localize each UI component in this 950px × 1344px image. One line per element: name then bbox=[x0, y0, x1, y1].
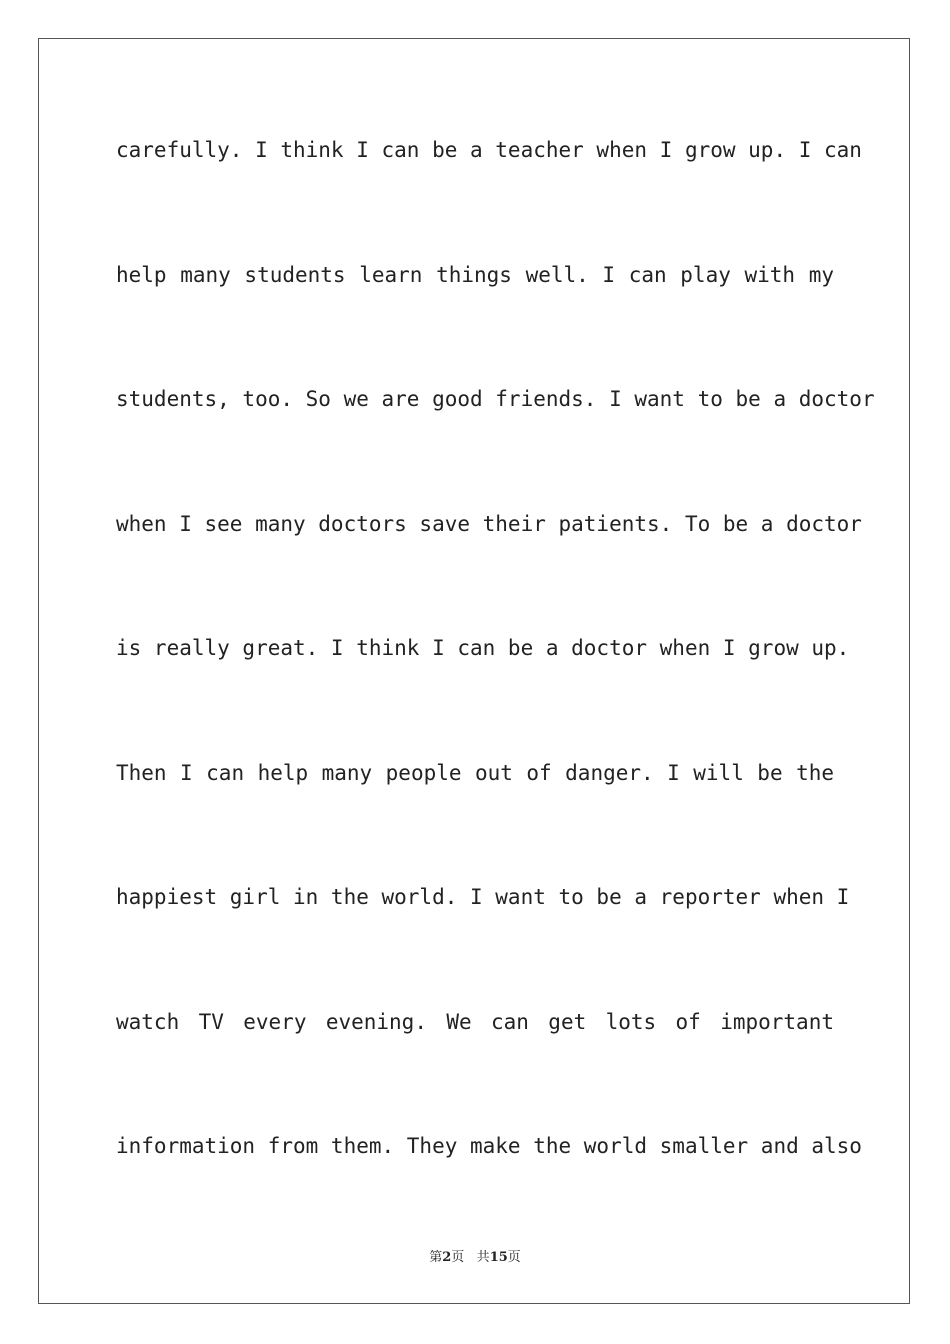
total-pages: 15 bbox=[489, 1250, 508, 1265]
body-line-6: Then I can help many people out of danger. I will be the bbox=[116, 761, 834, 785]
total-suffix: 页 bbox=[507, 1250, 521, 1265]
page-footer bbox=[0, 1246, 950, 1265]
page-border bbox=[38, 38, 910, 1304]
body-line-4: when I see many doctors save their patients. To be a doctor bbox=[116, 512, 862, 536]
body-line-5: is really great. I think I can be a doctor when I grow up. bbox=[116, 636, 850, 660]
body-line-3: students, too. So we are good friends. I want to be a doctor bbox=[116, 387, 875, 411]
total-prefix: 共 bbox=[476, 1250, 490, 1265]
body-line-2: help many students learn things well. I can play with my bbox=[116, 263, 834, 287]
body-line-1: carefully. I think I can be a teacher when I grow up. I can bbox=[116, 138, 862, 162]
page-number: 2 bbox=[442, 1250, 452, 1265]
body-line-8: watch TV every evening. We can get lots of important bbox=[116, 1010, 834, 1034]
page-prefix: 第 bbox=[429, 1250, 443, 1265]
page-suffix: 页 bbox=[451, 1250, 465, 1265]
body-line-7: happiest girl in the world. I want to be a reporter when I bbox=[116, 885, 850, 909]
body-line-9: information from them. They make the world smaller and also bbox=[116, 1134, 862, 1158]
